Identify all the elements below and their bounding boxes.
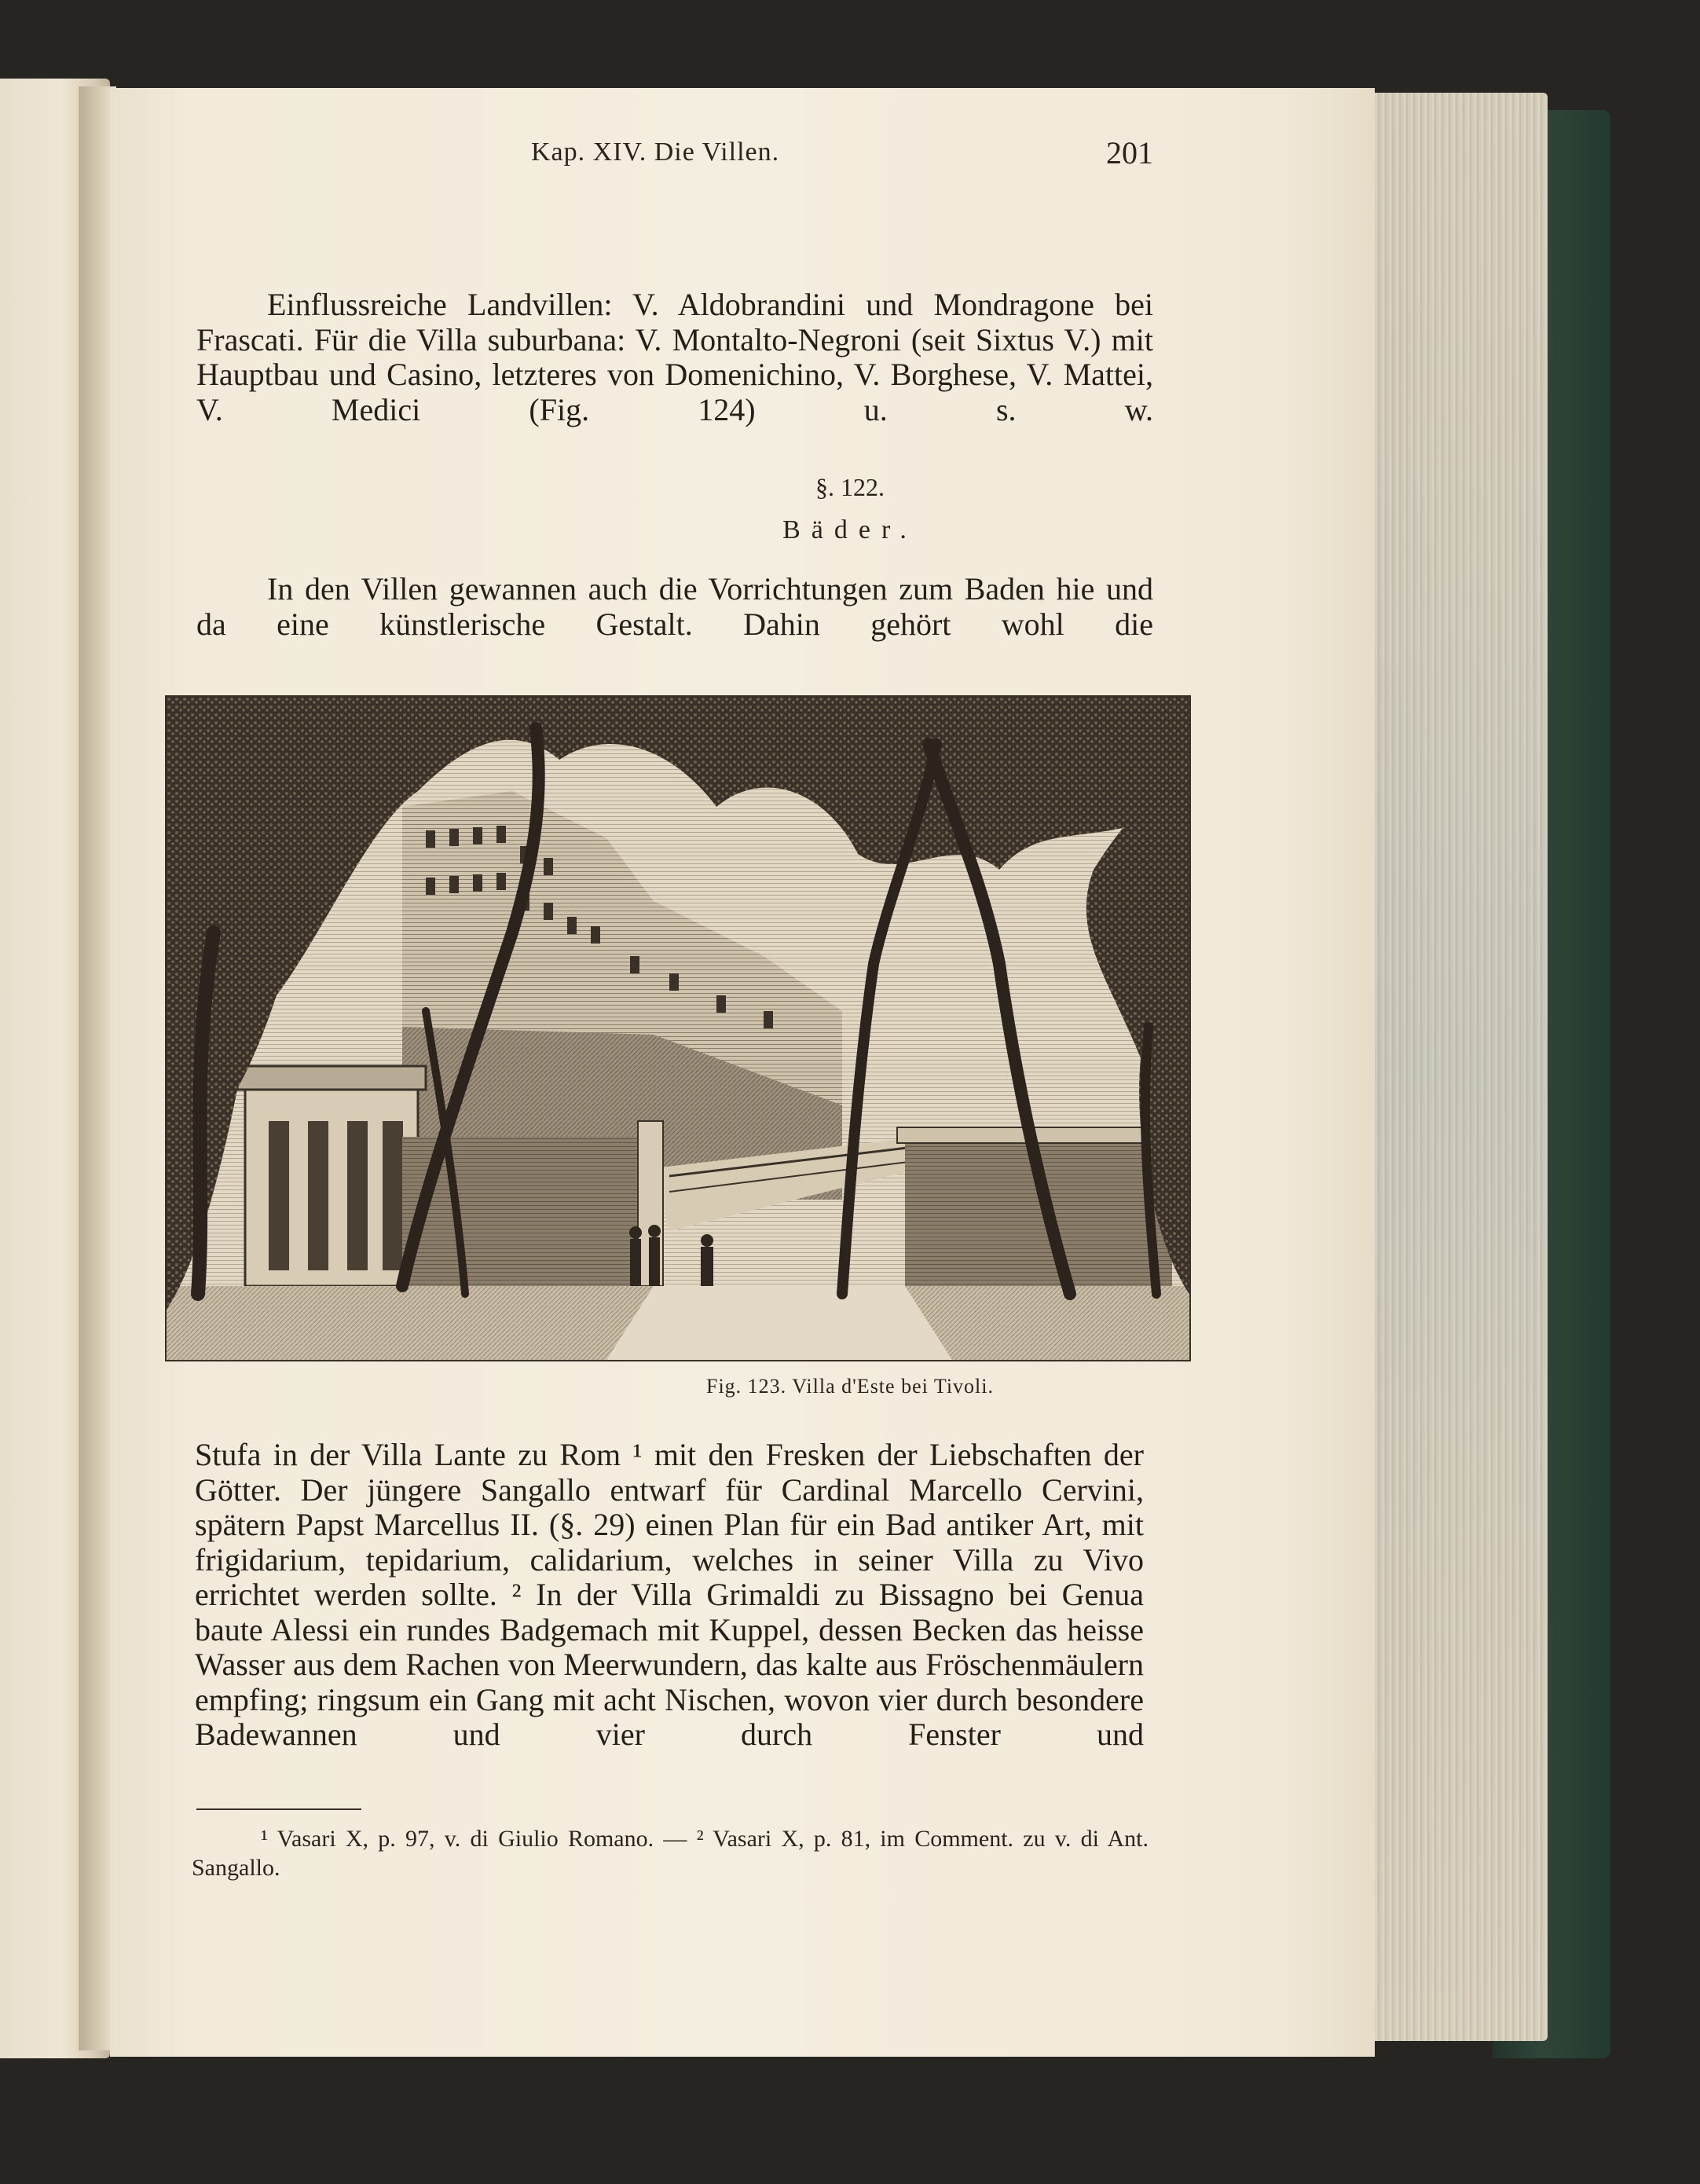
footnote-rule bbox=[196, 1808, 361, 1810]
running-title: Kap. XIV. Die Villen. bbox=[531, 137, 780, 167]
engraving-villa-deste bbox=[165, 695, 1191, 1361]
section-number: §. 122. bbox=[815, 473, 885, 501]
paragraph-baths-intro: In den Villen gewannen auch die Vorrichtungen zum Baden hie und da eine künstlerische Gestalt. Dahin gehört wohl die bbox=[196, 571, 1153, 642]
page-number: 201 bbox=[1106, 135, 1153, 170]
paragraph-villas: Einflussreiche Landvillen: V. Aldobrandini und Mondragone bei Frascati. Für die Villa suburbana: V. Montalto-Negroni (seit Sixtus V.) mit Hauptbau und Casino, letzteres von Domenichino, V. Borghese, V. Mattei, V. Medici (Fig. 124) u. s. w. bbox=[196, 287, 1153, 427]
paragraph-baths-main: Stufa in der Villa Lante zu Rom ¹ mit den Fresken der Liebschaften der Götter. Der jüngere Sangallo entwarf für Cardinal Marcello Cervini, spätern Papst Marcellus II. (§. 29) einen Plan für ein Bad antiker Art, mit frigidarium, tepidarium, calidarium, welches in seiner Villa zu Vivo errichtet werden sollte. ² In der Villa Grimaldi zu Bissagno bei Genua baute Alessi ein rundes Badgemach mit Kuppel, dessen Becken das heisse Wasser aus dem Rachen von Meerwundern, das kalte aus Fröschenmäulern empfing; ringsum ein Gang mit acht Nischen, wovon vier durch besondere Badewannen und vier durch Fenster und bbox=[195, 1437, 1144, 1752]
section-title: Bäder. bbox=[782, 515, 918, 544]
page-block-edge bbox=[1367, 93, 1548, 2041]
page-header bbox=[421, 131, 1153, 183]
figure-caption: Fig. 123. Villa d'Este bei Tivoli. bbox=[705, 1375, 995, 1398]
footnotes: ¹ Vasari X, p. 97, v. di Giulio Romano. — ² Vasari X, p. 81, im Comment. zu v. di Ant. Sangallo. bbox=[192, 1826, 1149, 1881]
